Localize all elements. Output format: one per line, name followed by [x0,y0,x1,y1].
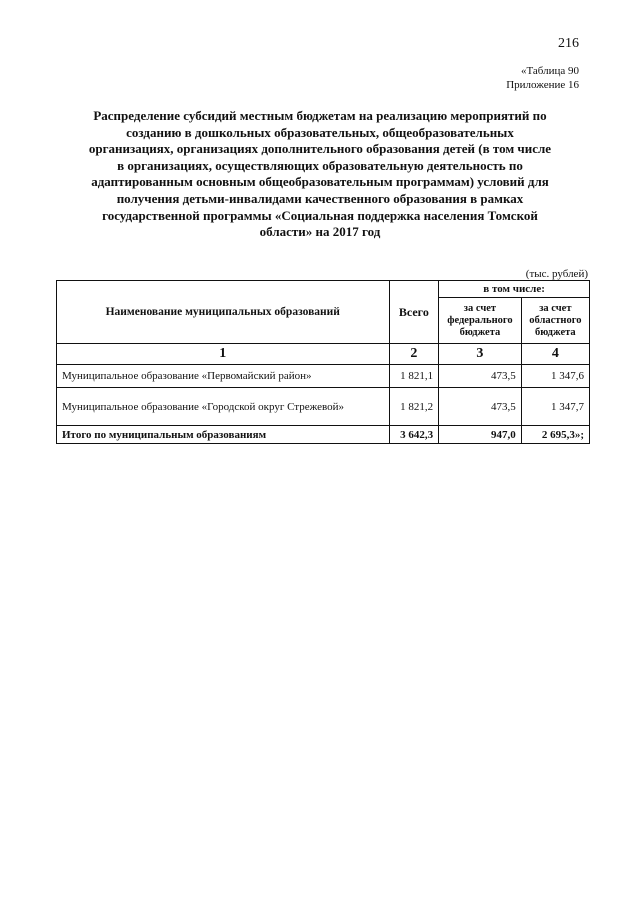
regional-value: 1 347,7 [521,388,589,426]
table-row [57,388,590,426]
title-line: адаптированным основным общеобразовательным программам) условий для [91,174,549,190]
document-title [78,108,562,241]
total-value: 1 821,2 [389,388,439,426]
federal-value: 473,5 [439,388,522,426]
federal-value: 473,5 [439,365,522,388]
total-value: 1 821,1 [389,365,439,388]
totals-regional: 2 695,3»; [521,426,589,444]
totals-label: Итого по муниципальным образованиям [57,426,390,444]
subsidies-table [56,280,590,444]
totals-total: 3 642,3 [389,426,439,444]
header-federal: за счет федерального бюджета [439,298,522,344]
header-including: в том числе: [439,281,590,298]
title-line: государственной программы «Социальная поддержка населения Томской [102,207,538,223]
header-name: Наименование муниципальных образований [57,281,390,344]
column-number-row [57,344,590,365]
units-label: (тыс. рублей) [525,268,588,280]
totals-federal: 947,0 [439,426,522,444]
appendix-ref-label: Приложение 16 [506,79,579,91]
page-number: 216 [558,36,579,51]
column-number: 2 [389,344,439,365]
totals-row [57,426,590,444]
table-ref-label: «Таблица 90 [520,65,579,77]
title-line: созданию в дошкольных образовательных, общеобразовательных [126,124,514,140]
table-reference [506,64,579,92]
title-line: организациях, организациях дополнительного образования детей (в том числе [88,141,552,157]
column-number: 4 [521,344,589,365]
municipality-name: Муниципальное образование «Городской округ Стрежевой» [57,388,390,426]
municipality-name: Муниципальное образование «Первомайский район» [57,365,390,388]
column-number: 1 [57,344,390,365]
header-regional: за счет областного бюджета [521,298,589,344]
title-line: получения детьми-инвалидами качественного образования в рамках [116,190,524,206]
table-header-row [57,281,590,298]
title-line: области» на 2017 год [259,224,381,240]
title-line: в организациях, осуществляющих образовательную деятельность по [117,157,523,173]
header-total: Всего [389,281,439,344]
title-line: Распределение субсидий местным бюджетам на реализацию мероприятий по [93,108,547,123]
table-row [57,365,590,388]
column-number: 3 [439,344,522,365]
regional-value: 1 347,6 [521,365,589,388]
